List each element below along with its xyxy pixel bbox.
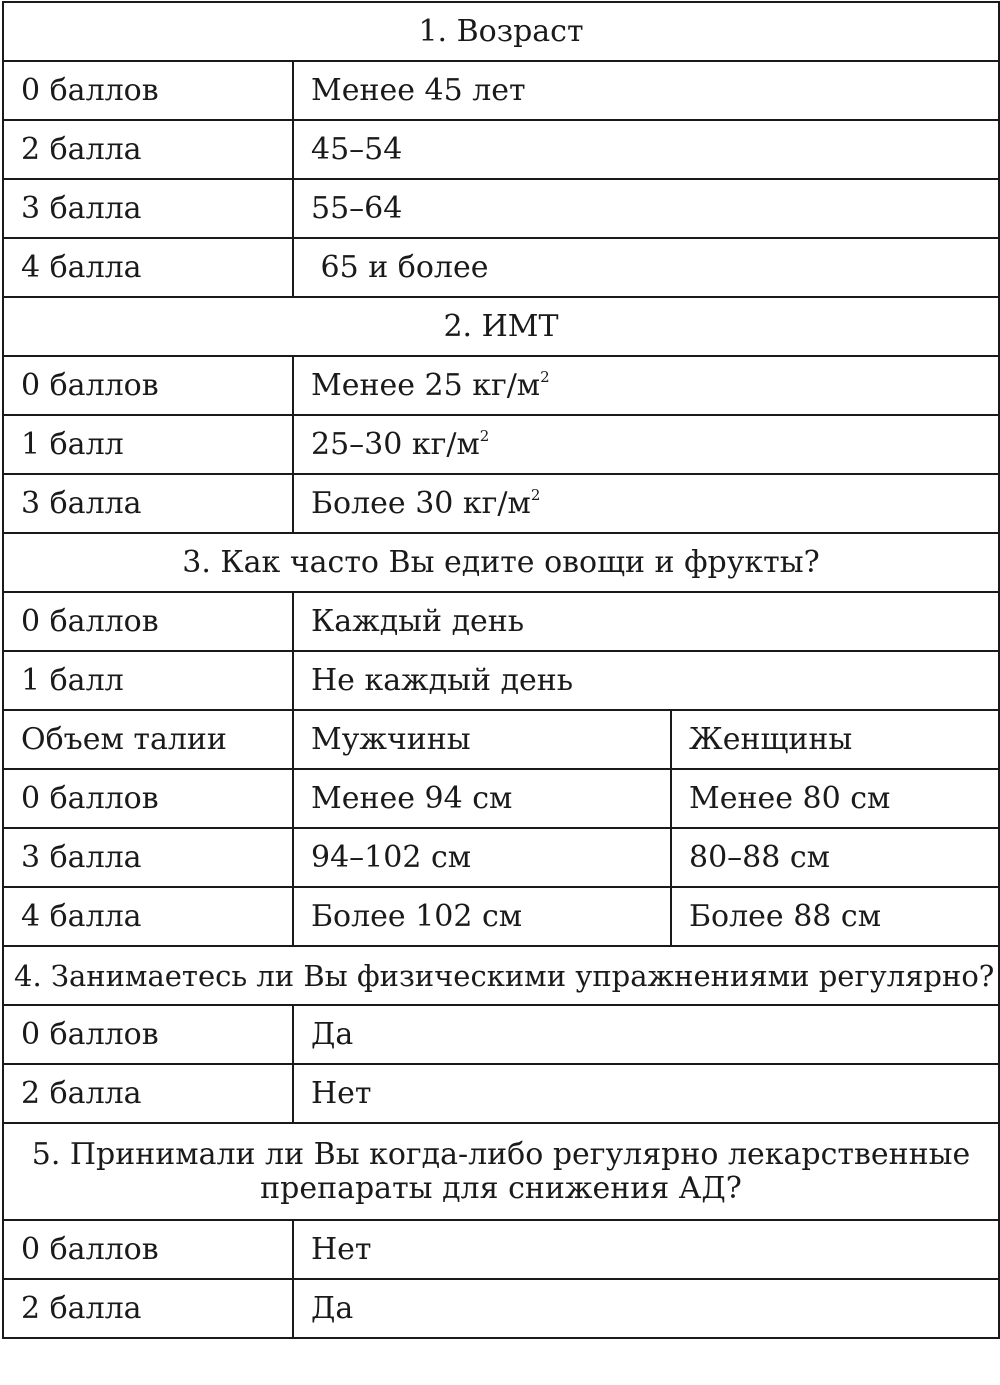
men-cell: Менее 94 см bbox=[293, 769, 671, 828]
value-cell: Да bbox=[293, 1005, 999, 1064]
section-title-line-1: 5. Принимали ли Вы когда-либо регулярно лекарственные bbox=[31, 1136, 971, 1172]
value-text: Менее 25 кг/м bbox=[311, 367, 541, 403]
table-row bbox=[3, 356, 999, 415]
value-cell: Каждый день bbox=[293, 592, 999, 651]
section-header-medication bbox=[3, 1123, 999, 1220]
value-cell bbox=[293, 474, 999, 533]
points-cell: 1 балл bbox=[3, 651, 293, 710]
risk-score-table bbox=[2, 1, 1000, 1339]
value-cell: 65 и более bbox=[293, 238, 999, 297]
value-cell: Нет bbox=[293, 1220, 999, 1279]
value-cell bbox=[293, 356, 999, 415]
value-cell: Менее 45 лет bbox=[293, 61, 999, 120]
value-cell: 55–64 bbox=[293, 179, 999, 238]
points-cell: 4 балла bbox=[3, 887, 293, 946]
points-cell: 2 балла bbox=[3, 120, 293, 179]
section-title bbox=[3, 1123, 999, 1220]
points-cell: 0 баллов bbox=[3, 592, 293, 651]
table-row bbox=[3, 238, 999, 297]
points-cell: 0 баллов bbox=[3, 61, 293, 120]
table-row bbox=[3, 61, 999, 120]
table-row bbox=[3, 887, 999, 946]
points-cell: 3 балла bbox=[3, 828, 293, 887]
points-cell: 2 балла bbox=[3, 1279, 293, 1338]
table-row bbox=[3, 769, 999, 828]
women-cell: Менее 80 см bbox=[671, 769, 999, 828]
section-header-bmi bbox=[3, 297, 999, 356]
women-cell: Более 88 см bbox=[671, 887, 999, 946]
points-cell: 3 балла bbox=[3, 179, 293, 238]
value-text: Более 30 кг/м bbox=[311, 485, 531, 521]
value-cell: 45–54 bbox=[293, 120, 999, 179]
section-header-exercise bbox=[3, 946, 999, 1005]
superscript: 2 bbox=[530, 485, 541, 504]
superscript: 2 bbox=[479, 426, 490, 445]
men-cell: 94–102 см bbox=[293, 828, 671, 887]
table-row bbox=[3, 120, 999, 179]
section-title: 2. ИМТ bbox=[3, 297, 999, 356]
table-row bbox=[3, 651, 999, 710]
table-row bbox=[3, 415, 999, 474]
table-row bbox=[3, 592, 999, 651]
men-cell: Более 102 см bbox=[293, 887, 671, 946]
table-row bbox=[3, 474, 999, 533]
section-header-age bbox=[3, 2, 999, 61]
table-row bbox=[3, 1064, 999, 1123]
points-cell: 0 баллов bbox=[3, 356, 293, 415]
table-row bbox=[3, 179, 999, 238]
section-title-line-2: препараты для снижения АД? bbox=[260, 1170, 742, 1206]
value-text: 25–30 кг/м bbox=[311, 426, 480, 462]
men-header: Мужчины bbox=[293, 710, 671, 769]
section-title: 1. Возраст bbox=[3, 2, 999, 61]
women-cell: 80–88 см bbox=[671, 828, 999, 887]
superscript: 2 bbox=[540, 367, 550, 386]
section-header-vegetables bbox=[3, 533, 999, 592]
points-cell: 3 балла bbox=[3, 474, 293, 533]
points-cell: 1 балл bbox=[3, 415, 293, 474]
table-row bbox=[3, 1279, 999, 1338]
women-header: Женщины bbox=[671, 710, 999, 769]
waist-label: Объем талии bbox=[3, 710, 293, 769]
table-row bbox=[3, 1220, 999, 1279]
points-cell: 0 баллов bbox=[3, 1005, 293, 1064]
value-cell: Нет bbox=[293, 1064, 999, 1123]
points-cell: 4 балла bbox=[3, 238, 293, 297]
points-cell: 0 баллов bbox=[3, 1220, 293, 1279]
value-cell: Да bbox=[293, 1279, 999, 1338]
value-cell: Не каждый день bbox=[293, 651, 999, 710]
points-cell: 0 баллов bbox=[3, 769, 293, 828]
section-title: 4. Занимаетесь ли Вы физическими упражнениями регулярно? bbox=[3, 946, 999, 1005]
waist-header-row bbox=[3, 710, 999, 769]
table-row bbox=[3, 828, 999, 887]
points-cell: 2 балла bbox=[3, 1064, 293, 1123]
value-cell bbox=[293, 415, 999, 474]
section-title: 3. Как часто Вы едите овощи и фрукты? bbox=[3, 533, 999, 592]
table-row bbox=[3, 1005, 999, 1064]
